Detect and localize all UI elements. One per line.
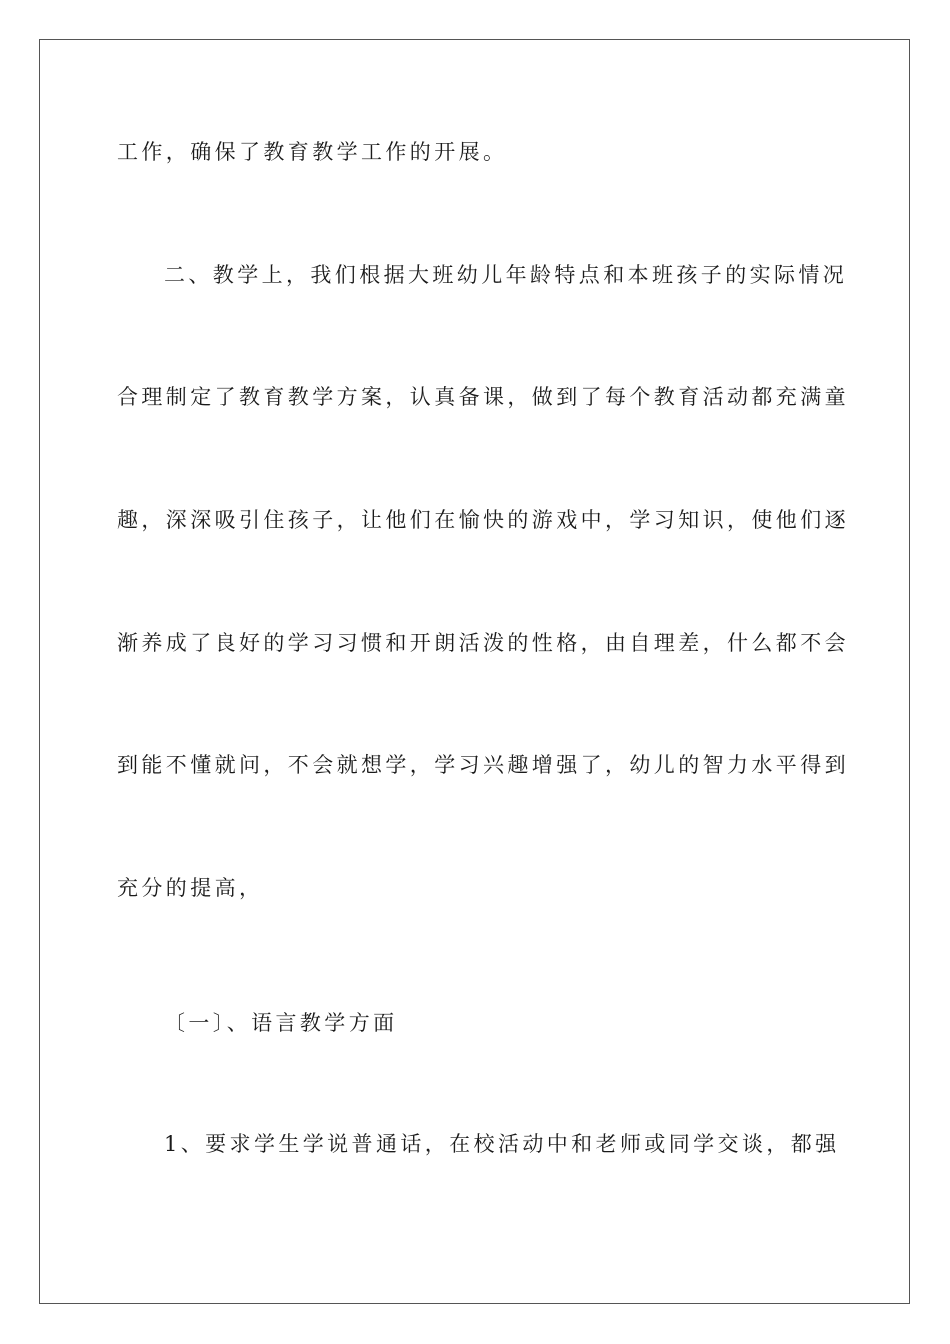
paragraph-line: 渐养成了良好的学习习惯和开朗活泼的性格，由自理差，什么都不会 [117,631,849,655]
paragraph-line: 合理制定了教育教学方案，认真备课，做到了每个教育活动都充满童 [117,385,849,409]
section-heading-line: 二、教学上，我们根据大班幼儿年龄特点和本班孩子的实际情况 [164,263,848,287]
paragraph-line: 趣，深深吸引住孩子，让他们在愉快的游戏中，学习知识，使他们逐 [117,508,849,532]
paragraph-line: 工作，确保了教育教学工作的开展。 [117,140,508,164]
subsection-heading: 〔一〕、语言教学方面 [164,1011,398,1035]
paragraph-line: 充分的提高， [117,876,264,900]
list-item-line: 1、要求学生学说普通话，在校活动中和老师或同学交谈，都强 [164,1132,840,1156]
paragraph-line: 到能不懂就问，不会就想学，学习兴趣增强了，幼儿的智力水平得到 [117,753,849,777]
page-border [39,39,910,1304]
